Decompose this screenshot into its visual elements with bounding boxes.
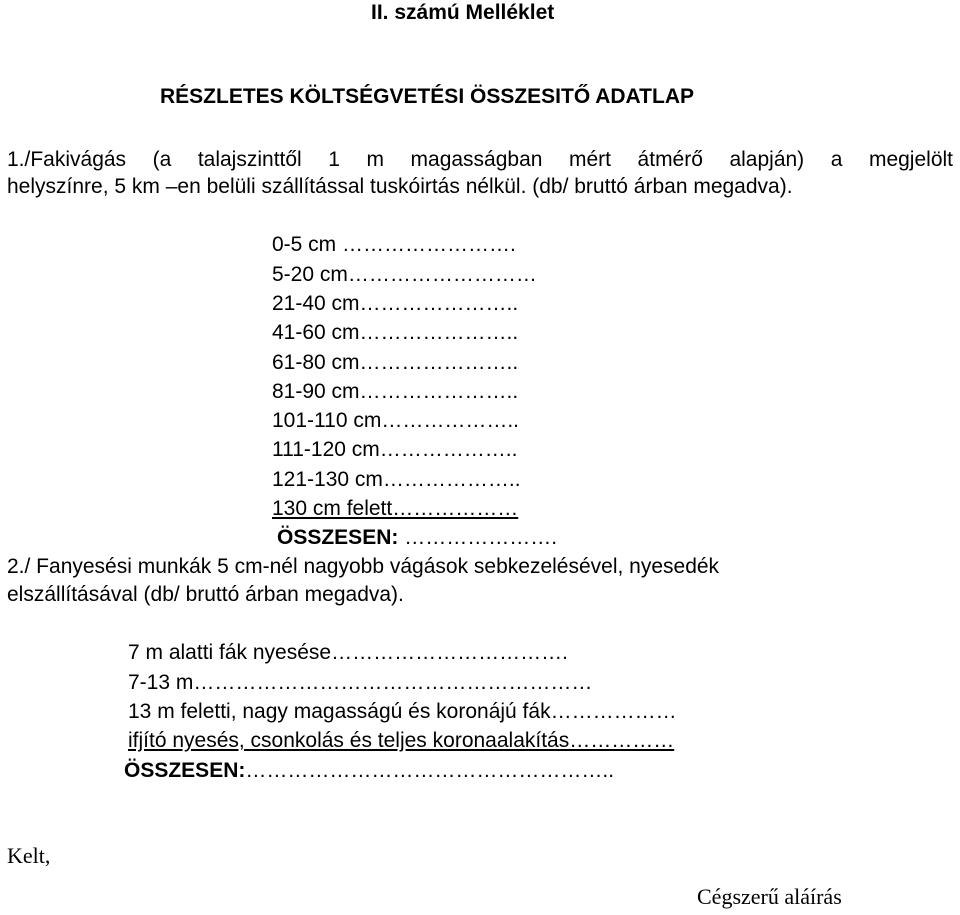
pruning-item: 7 m alatti fák nyesése……………………………. [128, 641, 568, 664]
section2-total-dots: …………………………………………….. [245, 759, 615, 782]
diameter-item: 81-90 cm………………….. [272, 380, 519, 403]
diameter-item: 41-60 cm………………….. [272, 321, 519, 344]
section1-intro-line2: helyszínre, 5 km –en belüli szállítással tuskóirtás nélkül. (db/ bruttó árban megadva). [7, 175, 793, 198]
kelt-label: Kelt, [7, 843, 51, 868]
section2-intro-line2: elszállításával (db/ bruttó árban megadva). [7, 583, 404, 606]
pruning-item: ifjító nyesés, csonkolás és teljes koronaalakítás…………… [128, 729, 675, 752]
section2-intro-line1: 2./ Fanyesési munkák 5 cm-nél nagyobb vágások sebkezelésével, nyesedék [7, 555, 720, 578]
section2-total [124, 758, 614, 784]
diameter-item: 0-5 cm ……………………. [272, 233, 516, 256]
section1-total [277, 525, 557, 551]
diameter-item: 111-120 cm……………….. [272, 438, 518, 461]
section2-total-label: ÖSSZESEN: [124, 759, 246, 782]
diameter-item: 61-80 cm………………….. [272, 351, 519, 374]
diameter-item: 130 cm felett……………… [272, 497, 519, 520]
diameter-item: 121-130 cm……………….. [272, 468, 521, 491]
document-title: RÉSZLETES KÖLTSÉGVETÉSI ÖSSZESITŐ ADATLAP [160, 85, 694, 108]
diameter-item: 5-20 cm……………………… [272, 263, 537, 286]
pruning-item: 13 m feletti, nagy magasságú és koronájú fák……………… [128, 700, 677, 723]
section1-total-dots: …………………. [398, 526, 558, 549]
section1-intro-line1: 1./Fakivágás (a talajszinttől 1 m magasságban mért átmérő alapján) a megjelölt [7, 148, 953, 171]
signature-label: Cégszerű aláírás [697, 884, 842, 909]
diameter-item: 21-40 cm………………….. [272, 292, 519, 315]
pruning-item: 7-13 m………………………………………………… [128, 671, 593, 694]
diameter-item: 101-110 cm……………….. [272, 409, 520, 432]
section1-total-label: ÖSSZESEN: [277, 526, 399, 549]
annex-title: II. számú Melléklet [371, 1, 555, 24]
